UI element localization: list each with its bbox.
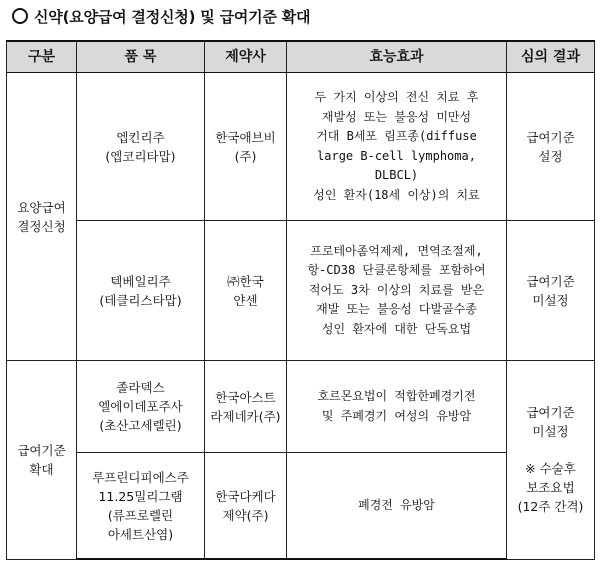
category-cell: 요양급여 결정신청 (7, 73, 77, 361)
header-result: 심의 결과 (507, 41, 595, 73)
header-product: 품 목 (77, 41, 205, 73)
table-row (7, 73, 595, 221)
header-category: 구분 (7, 41, 77, 73)
header-company: 제약사 (205, 41, 287, 73)
efficacy-cell: 호르몬요법이 적합한폐경기전 및 주폐경기 여성의 유방암 (287, 361, 507, 453)
company-cell: 한국다케다 제약(주) (205, 453, 287, 559)
product-cell: 엡킨리주 (엡코리타맙) (77, 73, 205, 221)
table-header-row (7, 41, 595, 73)
result-cell: 급여기준 미설정 ※ 수술후 보조요법 (12주 간격) (507, 361, 595, 559)
product-cell: 졸라덱스 엘에이데포주사 (초산고세렐린) (77, 361, 205, 453)
page-title (12, 6, 310, 27)
company-cell: ㈜한국 얀센 (205, 221, 287, 361)
result-cell: 급여기준 미설정 (507, 221, 595, 361)
company-cell: 한국애브비 (주) (205, 73, 287, 221)
efficacy-cell: 폐경전 유방암 (287, 453, 507, 559)
result-note: 보조요법 (526, 480, 575, 496)
efficacy-cell: 두 가지 이상의 전신 치료 후 재발성 또는 불응성 미만성 거대 B세포 림프종(diffuse large B-cell lymphoma, DLBCL) 성인 환자(18세 이상)의 치료 (287, 73, 507, 221)
product-cell: 텍베일리주 (테클리스타맙) (77, 221, 205, 361)
result-note: (12주 간격) (517, 499, 584, 515)
circle-bullet-icon (12, 8, 28, 24)
category-cell: 급여기준 확대 (7, 361, 77, 559)
table-row (7, 221, 595, 361)
company-cell: 한국아스트 라제네카(주) (205, 361, 287, 453)
table-row (7, 361, 595, 453)
efficacy-cell: 프로테아좀억제제, 면역조절제, 항-CD38 단클론항체를 포함하여 적어도 3차 이상의 치료를 받은 재발 또는 불응성 다발골수종 성인 환자에 대한 단독요법 (287, 221, 507, 361)
product-cell: 루프린디피에스주 11.25밀리그램 (류프로렐린 아세트산염) (77, 453, 205, 559)
review-result-table (6, 40, 595, 560)
header-efficacy: 효능효과 (287, 41, 507, 73)
result-cell: 급여기준 설정 (507, 73, 595, 221)
result-note: ※ 수술후 (525, 461, 576, 477)
table-row (7, 453, 595, 559)
page-title-text: 신약(요양급여 결정신청) 및 급여기준 확대 (34, 8, 311, 26)
